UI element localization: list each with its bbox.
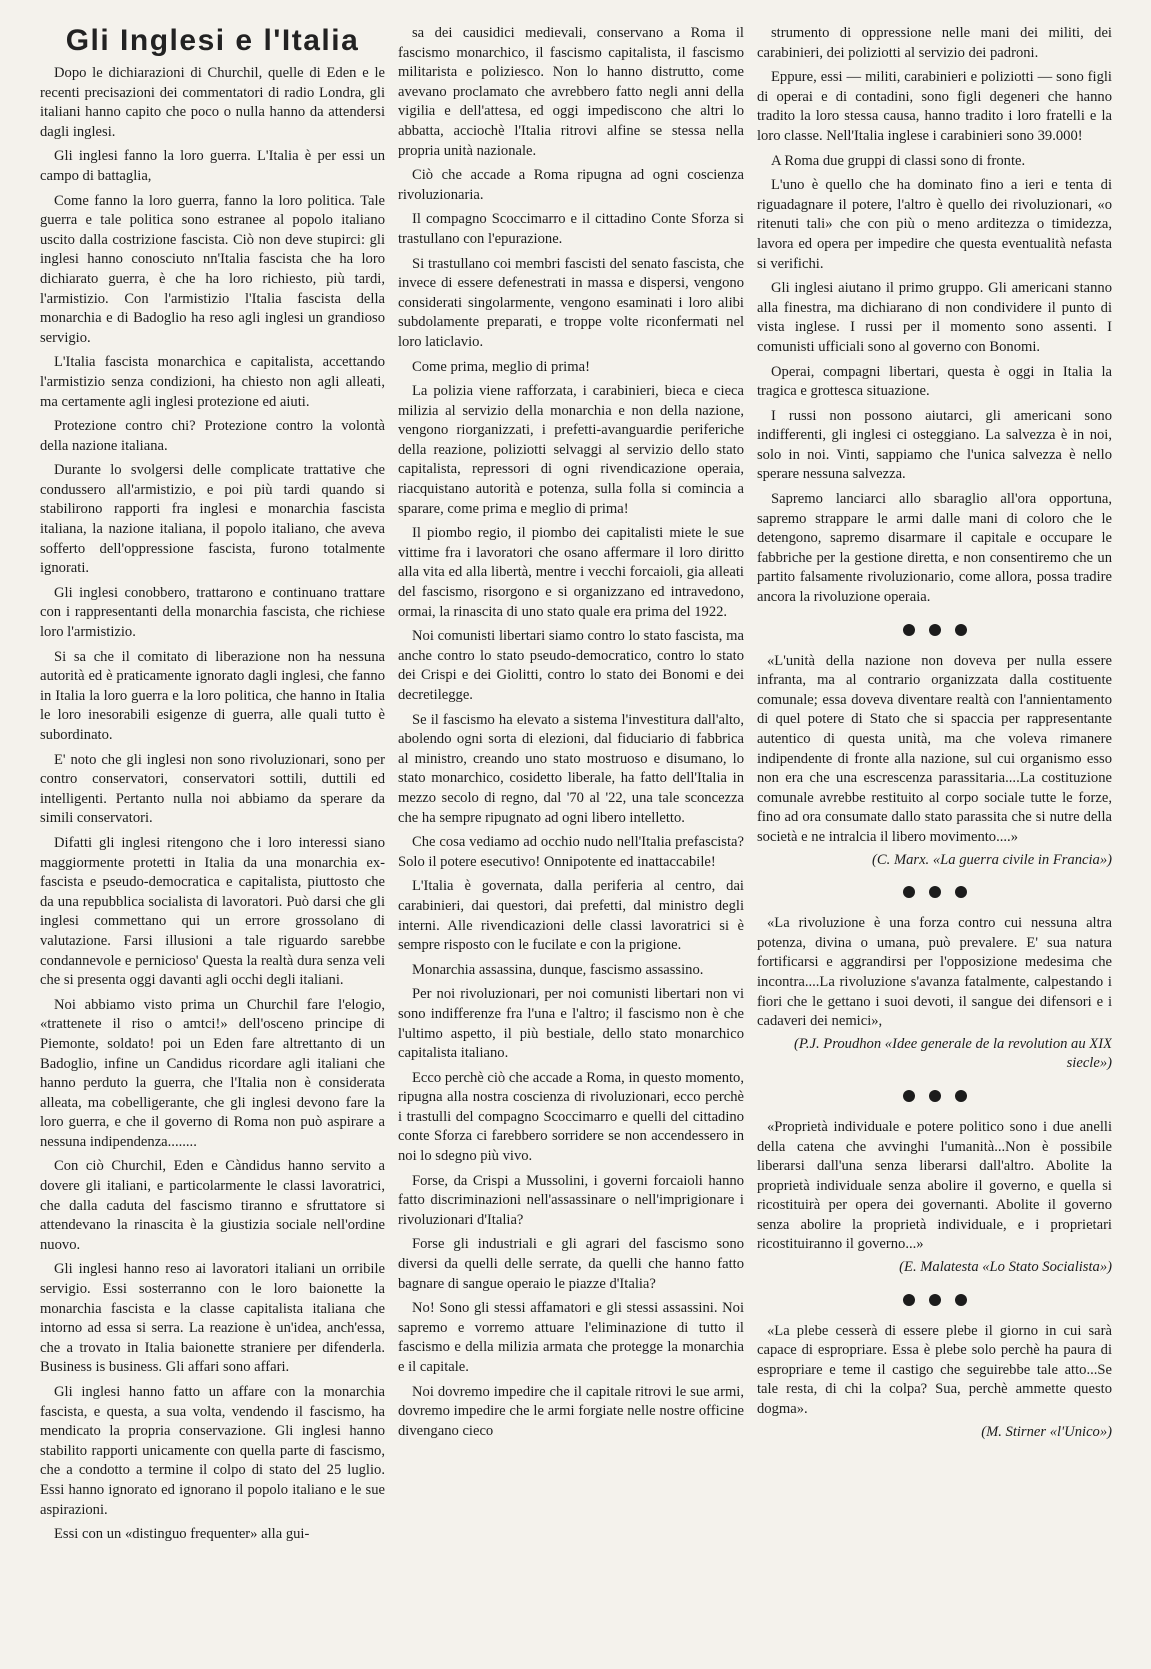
paragraph: Operai, compagni libertari, questa è oggi in Italia la tragica e grottesca situazione. [757, 363, 1112, 400]
bullet-dot-icon [929, 886, 941, 898]
paragraph: Si sa che il comitato di liberazione non ha nessuna autorità ed è praticamente ignorato dagli inglesi, che fanno in Italia la loro guerra e la loro politica, che hanno in Italia le loro inesorabili esigenze di guerra, alle quali tutto è subordinato. [40, 648, 385, 743]
paragraph: E' noto che gli inglesi non sono rivoluzionari, sono per contro conservatori, conservatori sottili, duttili ed intelligenti. Pertanto nulla noi abbiamo da sperare da simili conservatori. [40, 751, 385, 827]
quote-text: «Proprietà individuale e potere politico sono i due anelli della catena che avvinghi l'umanità...Non è possibile liberarsi dall'una senza liberarsi dall'altro. Abolite la proprietà individuale senza abolire il governo, e quella si ricostituirà per opera dei governanti. Abolite il governo senza abolire la proprietà individuale, e i proprietari ricostituiranno il governo...» [757, 1118, 1112, 1253]
paragraph: Eppure, essi — militi, carabinieri e poliziotti — sono figli di operai e di contadini, sono figli degeneri che hanno tradito la loro stessa causa, hanno tradito i loro fratelli e la loro classe. Nell'Italia inglese i carabinieri sono 39.000! [757, 69, 1112, 144]
bullet-dot-icon [903, 1090, 915, 1102]
separator-dots [757, 1294, 1112, 1308]
paragraph: Sapremo lanciarci allo sbaraglio all'ora opportuna, sapremo strappare le armi dalle mani di coloro che le detengono, sapremo disarmare il capitale e occupare le fabbriche per la gestione diretta, e non consentiremo che un partito falsamente rivoluzionario, come allora, possa tradire ancora la rivoluzione operaia. [757, 491, 1112, 606]
paragraph: Per noi rivoluzionari, per noi comunisti libertari non vi sono indifferenze fra l'una e l'altro; il fascismo non è che l'ultimo aspetto, il più bestiale, dello stato monarchico capitalista italiano. [398, 986, 744, 1062]
paragraph: Gli inglesi hanno reso ai lavoratori italiani un orribile servigio. Essi sosterranno con le loro baionette la monarchia fascista e la classe capitalista italiana che intorno ad essa si serra. La reazione è un'idea, anch'essa, che a trovato in Italia baionette straniere per difenderla. Business is business. Gli affari sono affari. [40, 1261, 385, 1376]
paragraph: Noi dovremo impedire che il capitale ritrovi le sue armi, dovremo impedire che le armi forgiate nelle nostre officine divengano cieco [398, 1383, 744, 1439]
paragraph: A Roma due gruppi di classi sono di fronte. [771, 152, 1026, 169]
separator-dots [757, 886, 1112, 900]
bullet-dot-icon [955, 1294, 967, 1306]
paragraph: strumento di oppressione nelle mani dei militi, dei carabinieri, dei poliziotti al servizio dei padroni. [757, 25, 1112, 61]
separator-dots [757, 1090, 1112, 1104]
quote-source: (P.J. Proudhon «Idee generale de la revolution au XIX siecle») [793, 1035, 1112, 1072]
bullet-dot-icon [929, 624, 941, 636]
paragraph: Il piombo regio, il piombo dei capitalisti miete le sue vittime fra i lavoratori che osano affermare il loro diritto alla vita ed alla libertà, mentre i vecchi forcaioli, gia alleati del fascismo, risorgono e si organizzano ed intravedono, ormai, la rinascita di uno stato quale era prima del 1922. [398, 525, 744, 620]
bullet-dot-icon [955, 886, 967, 898]
paragraph: Durante lo svolgersi delle complicate trattative che condussero all'armistizio, e poi più tardi quando si stabilirono rapporti fra inglesi e monarchia fascista italiana, la nazione italiana, il popolo italiano, che aveva sofferto dell'oppressione fascista, furono totalmente ignorati. [40, 462, 385, 577]
quote-source: (M. Stirner «l'Unico») [981, 1423, 1112, 1440]
paragraph: Il compagno Scoccimarro e il cittadino Conte Sforza si trastullano con l'epurazione. [398, 211, 744, 247]
paragraph: sa dei causidici medievali, conservano a Roma il fascismo monarchico, il fascismo capitalista, il fascismo militarista e poliziesco. Non lo hanno distrutto, come avevano proclamato che avrebbero fatto negli anni della vigilia e dell'attesa, ed oggi impediscono che altri lo abbatta, acciochè l'Italia ritrovi alfine se stessa nella propria unità nazionale. [398, 25, 744, 159]
paragraph: Forse, da Crispi a Mussolini, i governi forcaioli hanno fatto discriminazioni nell'assassinare o nell'imprigionare i rivoluzionari d'Italia? [398, 1172, 744, 1228]
paragraph: Come prima, meglio di prima! [412, 358, 590, 375]
bullet-dot-icon [903, 886, 915, 898]
bullet-dot-icon [955, 1090, 967, 1102]
paragraph: Dopo le dichiarazioni di Churchil, quelle di Eden e le recenti precisazioni dei commentatori di radio Londra, gli italiani hanno capito che poco o nulla hanno da attendersi dagli inglesi. [40, 65, 385, 140]
paragraph: No! Sono gli stessi affamatori e gli stessi assassini. Noi sapremo e vorremo attuare l'eliminazione di tutto il fascismo e della milizia armata che protegge la monarchia e il capitale. [398, 1300, 744, 1375]
bullet-dot-icon [955, 624, 967, 636]
paragraph: I russi non possono aiutarci, gli americani sono indifferenti, gli inglesi ci osteggiano. La salvezza è in noi, solo in noi. Vinti, sappiamo che l'unica salvezza è nello sperare nessuna salvezza. [757, 407, 1112, 483]
paragraph: Noi abbiamo visto prima un Churchil fare l'elogio, «trattenete il riso o amtci!» dell'osceno principe di Piemonte, soldato! poi un Eden fare altrettanto di un Badoglio, infine un Candidus ricordare agli italiani che hanno perduto la guerra, che l'Italia non è considerata alleata, ma cobelligerante, che gli inglesi devono fare la loro guerra, e che il governo di Roma non può aspirare a nessuna indipendenza........ [40, 996, 385, 1150]
quote-block [757, 914, 1112, 1074]
paragraph: La polizia viene rafforzata, i carabinieri, bieca e cieca milizia al servizio della monarchia e non della nazione, vengono riorganizzati, i prefetti-avanguardie periferiche della reazione, poliziotti selvaggi al servizio dello stato capitalista, repressori di ogni rivendicazione operaia, riacquistano autorità e potenza, sulla folla si comincia a sparare, come prima e meglio di prima! [398, 383, 744, 517]
quote-source: (C. Marx. «La guerra civile in Francia») [872, 851, 1112, 868]
paragraph: Ciò che accade a Roma ripugna ad ogni coscienza rivoluzionaria. [398, 167, 744, 203]
article-title: Gli Inglesi e l'Italia [65, 24, 360, 57]
paragraph: Gli inglesi hanno fatto un affare con la monarchia fascista, e questa, a sua volta, vendendo il fascismo, ha mendicato la propria conservazione. Gli inglesi hanno stabilito rapporti unicamente con quella parte di fascismo, che a condotto a termine il colpo di stato del 25 luglio. Essi hanno ignorato ed ignorano il popolo italiano e le sue aspirazioni. [40, 1384, 385, 1518]
paragraph: Che cosa vediamo ad occhio nudo nell'Italia prefascista? Solo il potere esecutivo! Onnipotente ed inattaccabile! [398, 834, 744, 870]
paragraph: Con ciò Churchil, Eden e Càndidus hanno servito a dovere gli italiani, e particolarmente le classi lavoratrici, che dalla caduta del fascismo tiranno e sfruttatore si attendevano la rinascita è la giustizia sociale nell'ordine nuovo. [40, 1158, 385, 1253]
column-3 [757, 24, 1112, 1655]
quote-block [757, 1118, 1112, 1278]
paragraph: Monarchia assassina, dunque, fascismo assassino. [412, 961, 704, 978]
paragraph: Gli inglesi fanno la loro guerra. L'Italia è per essi un campo di battaglia, [40, 148, 385, 184]
paragraph: Protezione contro chi? Protezione contro la volontà della nazione italiana. [40, 418, 385, 454]
column-3-body [757, 24, 1112, 608]
quote-text: «La plebe cesserà di essere plebe il giorno in cui sarà capace di espropriare. Essa è plebe solo perchè ha paura di espropriare e teme il castigo che seguirebbe tale atto...Se tale resta, di chi la colpa? Sua, perchè ammette questo dogma». [757, 1322, 1112, 1418]
bullet-dot-icon [903, 624, 915, 636]
quote-block [757, 1322, 1112, 1443]
paragraph: Si trastullano coi membri fascisti del senato fascista, che invece di essere defenestrati in massa e dispersi, vengono considerati singolarmente, vengono esaminati i loro alibi subdolamente preparati, e troppe volte riconfermati nel loro laticlavio. [398, 255, 744, 350]
paragraph: Gli inglesi aiutano il primo gruppo. Gli americani stanno alla finestra, ma dichiarano di non condividere il punto di vista inglese. I russi per il momento sono assenti. I comunisti ufficiali sono al governo con Bonomi. [757, 280, 1112, 355]
paragraph: Se il fascismo ha elevato a sistema l'investitura dall'alto, abolendo ogni sorta di elezioni, dal fiduciario di fabbrica al ministro, creando uno stato mostruoso e disumano, lo stato monarchico, cosidetto liberale, ha fatto dell'Italia in mezzo secolo di regno, dal '70 al '22, una tale sconcezza che ha sempre ripugnato ad ogni libero intelletto. [398, 711, 744, 826]
paragraph: Come fanno la loro guerra, fanno la loro politica. Tale guerra e tale politica sono estranee al popolo italiano uscito dalla costrizione fascista. Ciò non deve stupirci: gli inglesi hanno conosciuto nn'Italia fascista che ha loro dichiarato guerra, è che ha loro richiesto, più tardi, l'armistizio. Con l'armistizio l'Italia fascista della monarchia e di Badoglio ha reso agli inglesi un grandioso servigio. [40, 192, 385, 346]
quote-source: (E. Malatesta «Lo Stato Socialista») [899, 1259, 1112, 1276]
paragraph: Difatti gli inglesi ritengono che i loro interessi siano maggiormente protetti in Italia da una monarchia ex-fascista e pseudo-democratica e capitalista, piuttosto che da una repubblica socialista di lavoratori. Può darsi che gli inglesi commettano qui un errore grossolano di valutazione. Farsi illusioni a tale riguardo sarebbe condannevole e pernicioso' Questa la realtà dura senza veli che si presenta oggi davanti agli occhi degli italiani. [40, 834, 385, 989]
paragraph: Noi comunisti libertari siamo contro lo stato fascista, ma anche contro lo stato pseudo-democratico, contro lo stato dei Crispi e dei Giolitti, contro lo stato dei Bonomi e dei decretilegge. [398, 628, 744, 703]
paragraph: Forse gli industriali e gli agrari del fascismo sono diversi da quelli delle serrate, da quelli che hanno fatto bagnare di sangue operaio le piazze d'Italia? [398, 1236, 744, 1292]
paragraph: Ecco perchè ciò che accade a Roma, in questo momento, ripugna alla nostra coscienza di rivoluzionari, ecco perchè i trastulli del compagno Scoccimarro e quelli del cittadino conte Sforza ci farebbero sorridere se non accendessero in noi lo sdegno più vivo. [398, 1069, 744, 1165]
quote-block [757, 652, 1112, 871]
bullet-dot-icon [929, 1294, 941, 1306]
paragraph: L'Italia è governata, dalla periferia al centro, dai carabinieri, dai questori, dai prefetti, dal ministro degli interni. Alle rivendicazioni delle classi lavoratrici si è sempre risposto con le fucilate e con la prigione. [398, 878, 744, 954]
separator-dots [757, 624, 1112, 638]
paragraph: Essi con un «distinguo frequenter» alla gui- [54, 1526, 310, 1543]
column-1-body [40, 64, 385, 1545]
bullet-dot-icon [903, 1294, 915, 1306]
quote-text: «L'unità della nazione non doveva per nulla essere infranta, ma al contrario organizzata dalla costituente comunale; essa doveva diventare realtà con l'annientamento di quel potere di Stato che si spaccia per rappresentante autentico di questa unità, ma che voleva rimanere indipendente di fronte alla nazione, sul cui organismo esso non era che una escrescenza parassitaria....La costituzione comunale avrebbe restituito al corpo sociale tutte le forze, fino ad ora consumate dallo stato parassita che si nutre della società e ne intralcia il libero movimento....» [757, 652, 1112, 845]
bullet-dot-icon [929, 1090, 941, 1102]
column-1 [40, 24, 385, 1655]
quotes-section [757, 624, 1112, 1443]
paragraph: L'uno è quello che ha dominato fino a ieri e tenta di riguadagnare il potere, l'altro è quello dei rivoluzionari, «o ritenuti tali» che con più o meno arditezza o timidezza, lavora ed opera per impedire che questa eventualità nefasta si verifichi. [757, 177, 1112, 272]
quote-text: «La rivoluzione è una forza contro cui nessuna altra potenza, divina o umana, può prevalere. E' sua natura fortificarsi e aggrandirsi per l'opposizione medesima che incontra....La rivoluzione s'avanza fatalmente, calpestando i fiori che le gettano i suoi devoti, il sangue dei difensori e i cadaveri dei nemici», [757, 915, 1112, 1030]
paragraph: L'Italia fascista monarchica e capitalista, accettando l'armistizio senza condizioni, ha chiesto non agli alleati, ma certamente agli inglesi protezione ed aiuti. [40, 354, 385, 410]
paragraph: Gli inglesi conobbero, trattarono e continuano trattare con i rappresentanti della monarchia fascista, che richiese loro l'armistizio. [40, 584, 385, 641]
column-2 [398, 24, 744, 1655]
